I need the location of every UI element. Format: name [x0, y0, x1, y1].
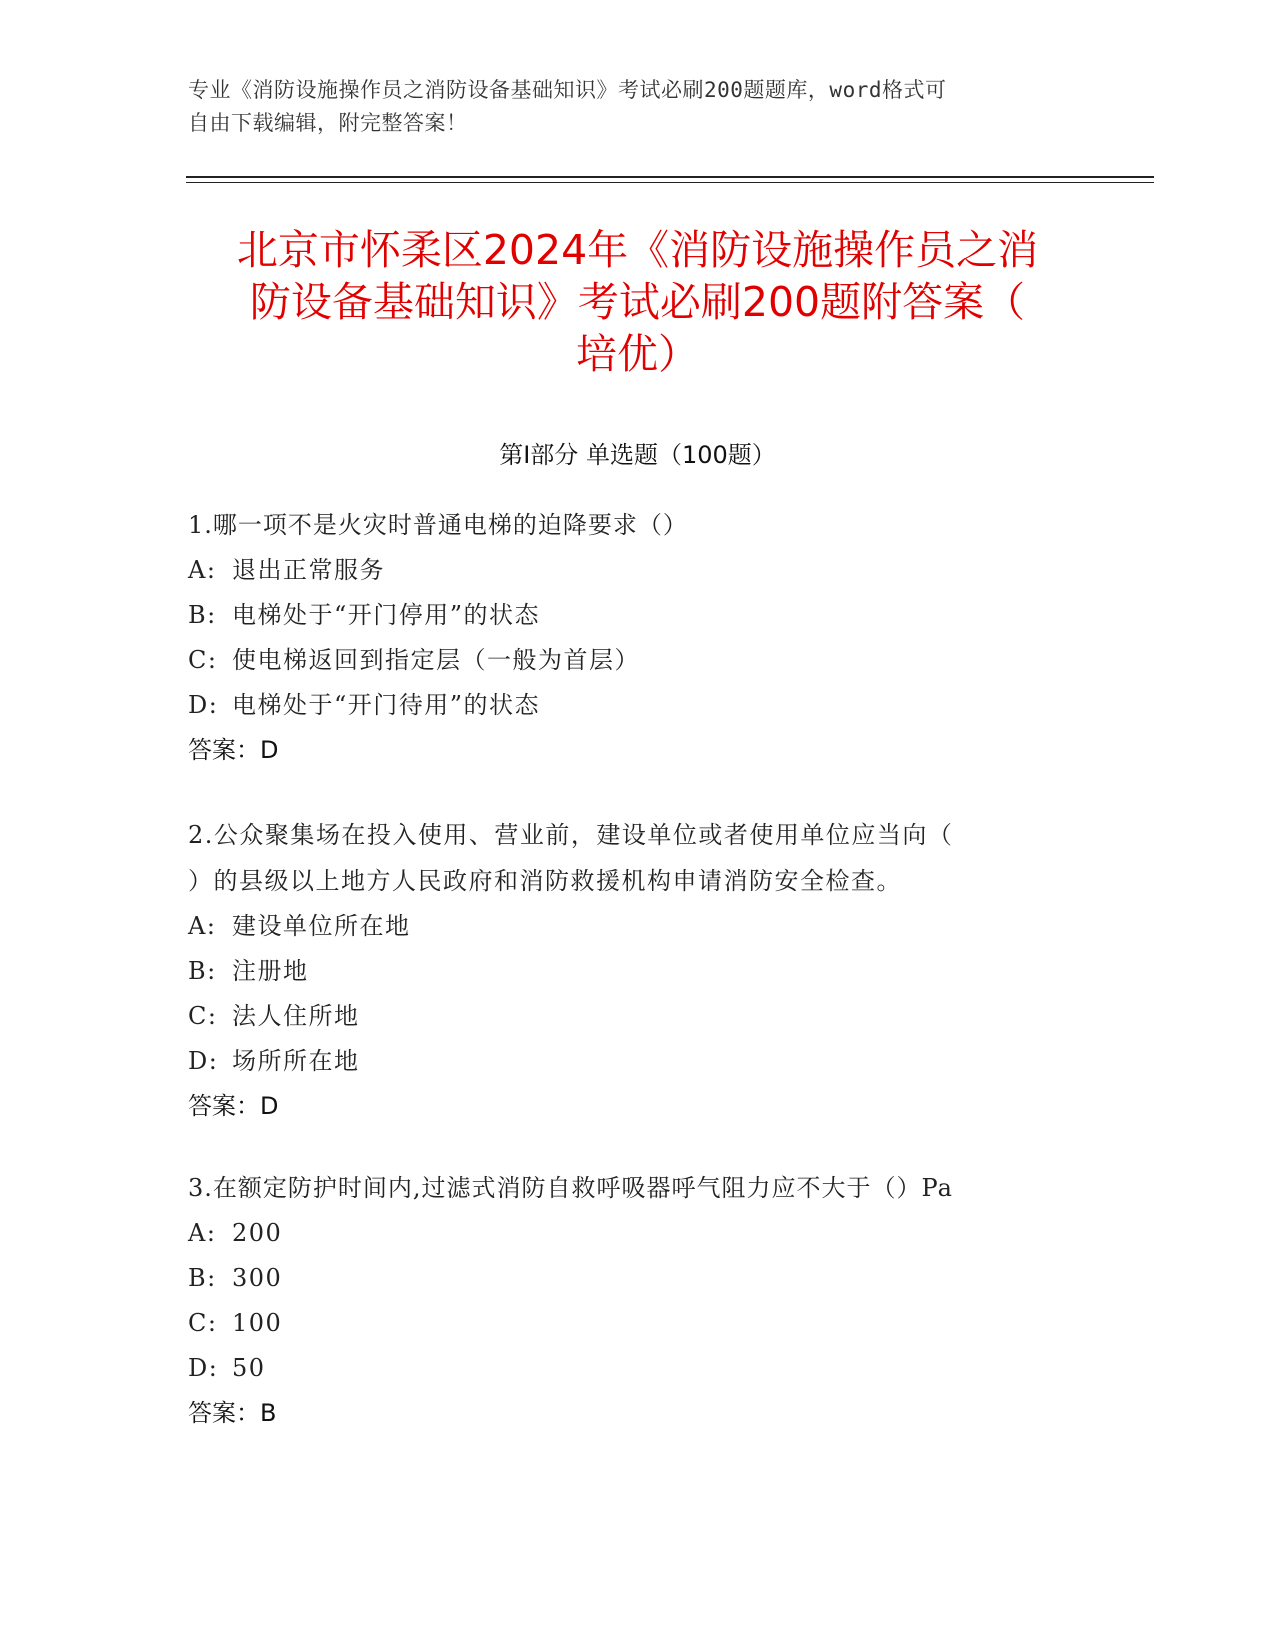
- section-heading: 第I部分 单选题（100题）: [499, 441, 776, 469]
- option-b: [188, 1256, 1088, 1301]
- option-key: D:: [188, 1047, 219, 1075]
- option-key: B:: [188, 601, 217, 629]
- option-text: 200: [232, 1219, 283, 1247]
- header-note-line: 自由下载编辑，附完整答案！: [188, 111, 468, 135]
- document-title: [160, 224, 1115, 380]
- option-key: A:: [188, 1219, 217, 1247]
- option-text: 50: [232, 1354, 266, 1382]
- option-key: D:: [188, 1354, 219, 1382]
- option-b: [188, 949, 1088, 994]
- option-text: 退出正常服务: [232, 556, 385, 584]
- option-key: A:: [188, 556, 217, 584]
- option-key: C:: [188, 1309, 218, 1337]
- option-d: [188, 1346, 1088, 1391]
- option-key: B:: [188, 957, 217, 985]
- title-line: 防设备基础知识》考试必刷200题附答案（: [249, 278, 1026, 326]
- option-text: 电梯处于“开门停用”的状态: [232, 601, 541, 629]
- option-key: C:: [188, 646, 218, 674]
- answer-text: 答案：B: [188, 1399, 277, 1427]
- question-item: [188, 812, 1088, 1129]
- option-c: [188, 994, 1088, 1039]
- option-text: 法人住所地: [232, 1002, 360, 1030]
- option-a: [188, 904, 1088, 949]
- question-item: [188, 503, 1088, 773]
- question-text: 1.哪一项不是火灾时普通电梯的迫降要求（）: [188, 511, 688, 539]
- option-c: [188, 1301, 1088, 1346]
- option-text: 场所所在地: [232, 1047, 360, 1075]
- title-line: 培优）: [576, 330, 699, 378]
- answer-text: 答案：D: [188, 1092, 279, 1120]
- option-a: [188, 1211, 1088, 1256]
- option-text: 注册地: [232, 957, 309, 985]
- option-d: [188, 1039, 1088, 1084]
- question-text: 3.在额定防护时间内,过滤式消防自救呼吸器呼气阻力应不大于（）Pa: [188, 1174, 953, 1202]
- option-key: A:: [188, 912, 217, 940]
- option-text: 300: [232, 1264, 283, 1292]
- header-note: [188, 74, 1088, 140]
- option-d: [188, 683, 1088, 728]
- title-line: 北京市怀柔区2024年《消防设施操作员之消: [236, 226, 1039, 274]
- question-item: [188, 1166, 1088, 1436]
- option-b: [188, 593, 1088, 638]
- header-note-line: 专业《消防设施操作员之消防设备基础知识》考试必刷200题题库，word格式可: [188, 78, 947, 102]
- option-key: B:: [188, 1264, 217, 1292]
- header-divider-thin: [186, 182, 1154, 183]
- question-text: 2.公众聚集场在投入使用、营业前，建设单位或者使用单位应当向（: [188, 821, 954, 849]
- option-text: 使电梯返回到指定层（一般为首层）: [232, 646, 640, 674]
- option-key: D:: [188, 691, 219, 719]
- option-text: 电梯处于“开门待用”的状态: [232, 691, 541, 719]
- option-c: [188, 638, 1088, 683]
- question-text: ）的县级以上地方人民政府和消防救援机构申请消防安全检查。: [188, 867, 902, 895]
- option-text: 100: [232, 1309, 283, 1337]
- header-divider-thick: [186, 176, 1154, 178]
- option-text: 建设单位所在地: [232, 912, 411, 940]
- option-a: [188, 548, 1088, 593]
- option-key: C:: [188, 1002, 218, 1030]
- answer-text: 答案：D: [188, 736, 279, 764]
